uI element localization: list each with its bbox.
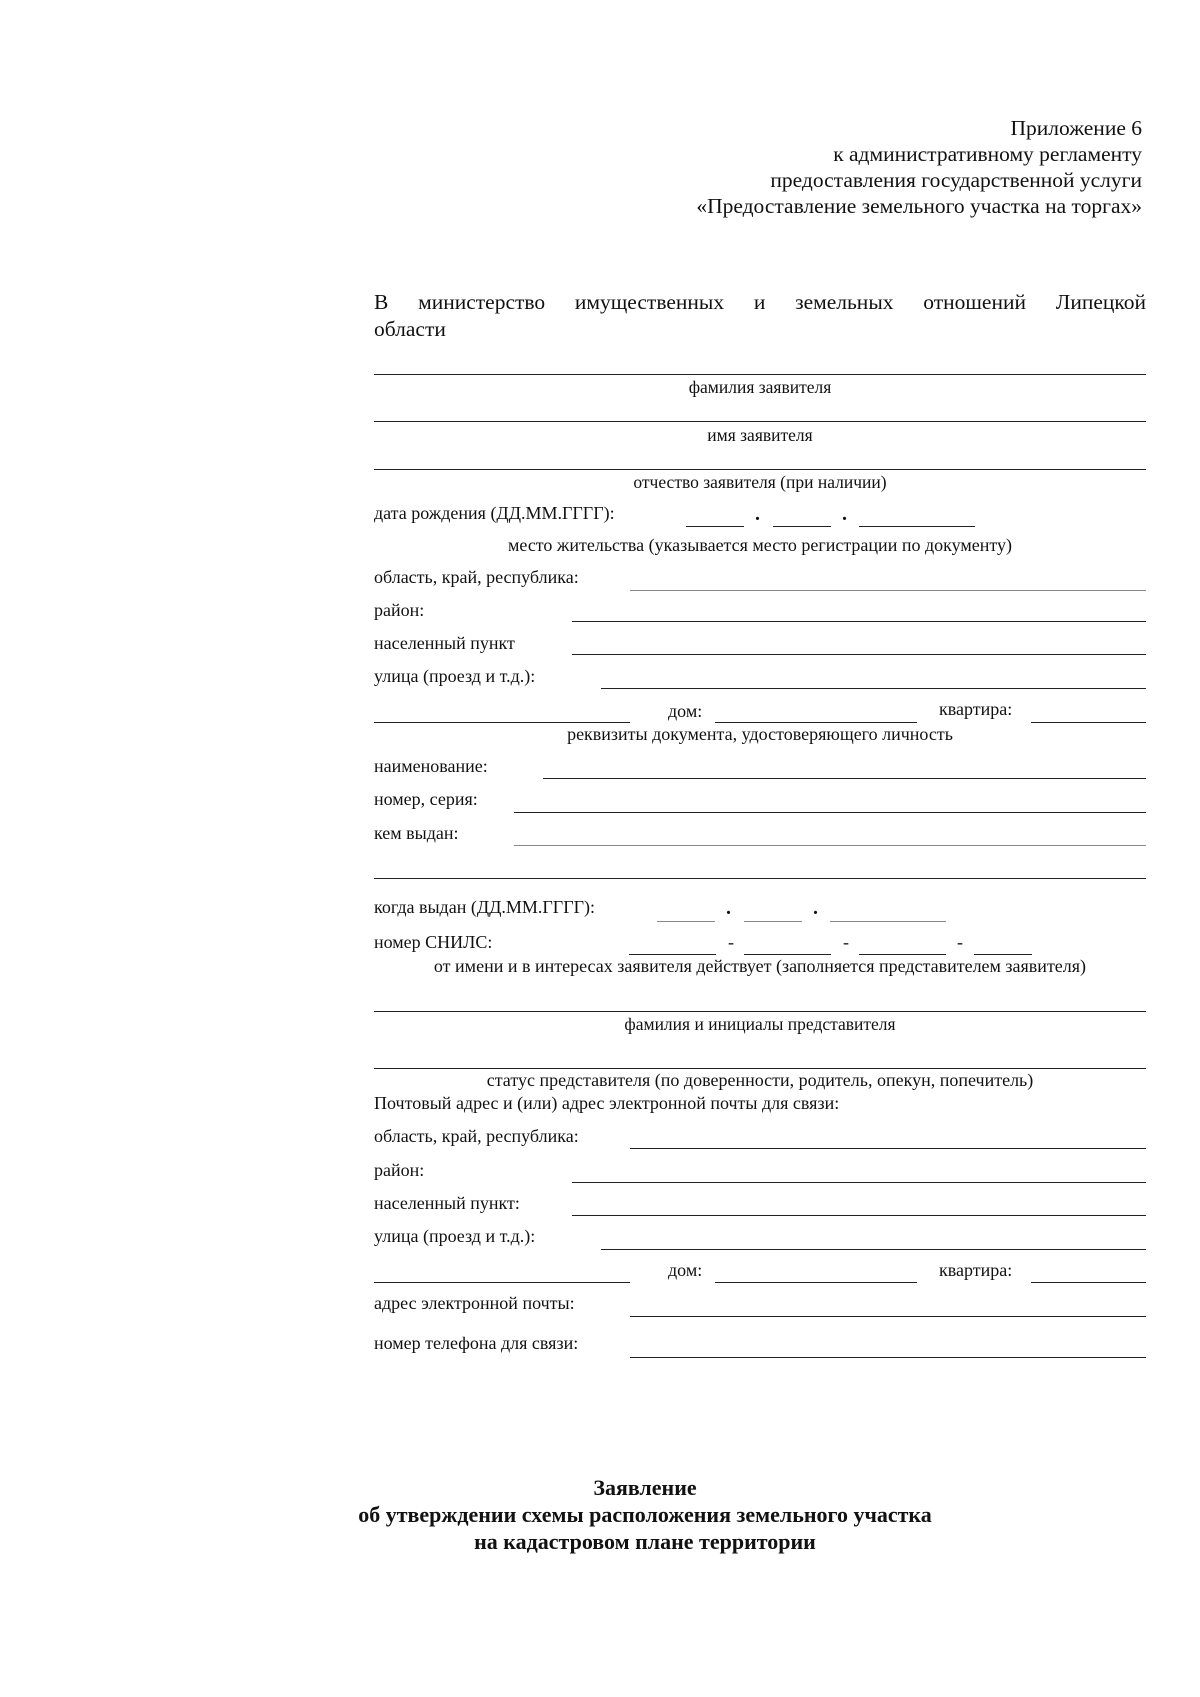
house-label: дом: bbox=[668, 701, 703, 721]
snils-separator: - bbox=[843, 932, 849, 952]
district-label: район: bbox=[374, 600, 425, 620]
contact-apartment-label: квартира: bbox=[939, 1260, 1013, 1280]
residence-caption: место жительства (указывается место регистрации по документу) bbox=[507, 535, 1013, 555]
contact-house-field[interactable] bbox=[715, 1282, 917, 1283]
contact-street-field[interactable] bbox=[601, 1249, 1146, 1250]
document-name-label: наименование: bbox=[374, 756, 488, 776]
contact-heading: Почтовый адрес и (или) адрес электронной почты для связи: bbox=[374, 1093, 840, 1113]
representative-status-caption: статус представителя (по доверенности, родитель, опекун, попечитель) bbox=[486, 1070, 1034, 1090]
document-number-label: номер, серия: bbox=[374, 789, 478, 809]
surname-caption: фамилия заявителя bbox=[688, 377, 832, 397]
phone-label: номер телефона для связи: bbox=[374, 1333, 579, 1353]
issue-date-label: когда выдан (ДД.ММ.ГГГГ): bbox=[374, 897, 596, 917]
appendix-line-3: предоставления государственной услуги bbox=[770, 168, 1142, 192]
issue-month-field[interactable] bbox=[744, 921, 802, 922]
birth-date-separator: . bbox=[755, 503, 760, 525]
snils-separator: - bbox=[957, 932, 963, 952]
representative-status-field[interactable] bbox=[374, 1068, 1146, 1069]
snils-separator: - bbox=[728, 932, 734, 952]
birth-date-label: дата рождения (ДД.ММ.ГГГГ): bbox=[374, 503, 615, 523]
email-field[interactable] bbox=[630, 1316, 1146, 1317]
birth-day-field[interactable] bbox=[686, 526, 744, 527]
region-label: область, край, республика: bbox=[374, 567, 579, 587]
surname-field[interactable] bbox=[374, 374, 1146, 375]
appendix-title: Приложение 6 bbox=[1010, 116, 1142, 140]
email-label: адрес электронной почты: bbox=[374, 1293, 575, 1313]
appendix-line-4: «Предоставление земельного участка на торгах» bbox=[696, 194, 1142, 218]
statement-subtitle-line-2: на кадастровом плане территории bbox=[474, 1529, 816, 1554]
issued-by-label: кем выдан: bbox=[374, 823, 459, 843]
contact-region-label: область, край, республика: bbox=[374, 1126, 579, 1146]
representative-caption: от имени и в интересах заявителя действует (заполняется представителем заявителя) bbox=[433, 956, 1087, 976]
apartment-field[interactable] bbox=[1031, 722, 1146, 723]
issue-day-field[interactable] bbox=[657, 921, 715, 922]
contact-locality-label: населенный пункт: bbox=[374, 1193, 520, 1213]
addressee-line-1: В министерство имущественных и земельных отношений Липецкой bbox=[374, 290, 1146, 314]
contact-region-field[interactable] bbox=[630, 1148, 1146, 1149]
phone-field[interactable] bbox=[630, 1357, 1146, 1358]
contact-street-continuation-field[interactable] bbox=[374, 1282, 630, 1283]
statement-subtitle-line-1: об утверждении схемы расположения земельного участка bbox=[358, 1502, 932, 1527]
name-field[interactable] bbox=[374, 421, 1146, 422]
contact-house-label: дом: bbox=[668, 1260, 703, 1280]
addressee-line-2: области bbox=[374, 317, 446, 341]
representative-name-caption: фамилия и инициалы представителя bbox=[624, 1014, 896, 1034]
street-field[interactable] bbox=[601, 688, 1146, 689]
street-label: улица (проезд и т.д.): bbox=[374, 666, 536, 686]
snils-part-1-field[interactable] bbox=[629, 954, 716, 955]
snils-part-3-field[interactable] bbox=[859, 954, 946, 955]
name-caption: имя заявителя bbox=[707, 425, 813, 445]
birth-date-separator: . bbox=[842, 503, 847, 525]
house-field[interactable] bbox=[715, 722, 917, 723]
district-field[interactable] bbox=[572, 621, 1146, 622]
document-name-field[interactable] bbox=[543, 778, 1146, 779]
patronymic-caption: отчество заявителя (при наличии) bbox=[633, 472, 887, 492]
contact-locality-field[interactable] bbox=[572, 1215, 1146, 1216]
snils-part-2-field[interactable] bbox=[744, 954, 831, 955]
issued-by-field[interactable] bbox=[514, 845, 1146, 846]
appendix-block bbox=[696, 115, 1142, 219]
birth-year-field[interactable] bbox=[859, 526, 975, 527]
street-continuation-field[interactable] bbox=[374, 722, 630, 723]
issued-by-continuation-field[interactable] bbox=[374, 878, 1146, 879]
patronymic-field[interactable] bbox=[374, 469, 1146, 470]
issue-date-separator: . bbox=[726, 897, 731, 919]
issue-year-field[interactable] bbox=[830, 921, 946, 922]
issue-date-separator: . bbox=[813, 897, 818, 919]
birth-month-field[interactable] bbox=[773, 526, 831, 527]
locality-field[interactable] bbox=[572, 654, 1146, 655]
document-number-field[interactable] bbox=[514, 812, 1146, 813]
statement-title: Заявление bbox=[593, 1475, 697, 1500]
appendix-line-2: к административному регламенту bbox=[833, 142, 1142, 166]
apartment-label: квартира: bbox=[939, 699, 1013, 719]
identity-document-caption: реквизиты документа, удостоверяющего личность bbox=[567, 724, 953, 744]
locality-label: населенный пункт bbox=[374, 633, 515, 653]
representative-name-field[interactable] bbox=[374, 1011, 1146, 1012]
contact-street-label: улица (проезд и т.д.): bbox=[374, 1226, 536, 1246]
snils-part-4-field[interactable] bbox=[974, 954, 1032, 955]
contact-apartment-field[interactable] bbox=[1031, 1282, 1146, 1283]
contact-district-label: район: bbox=[374, 1160, 425, 1180]
contact-district-field[interactable] bbox=[572, 1182, 1146, 1183]
snils-label: номер СНИЛС: bbox=[374, 932, 493, 952]
region-field[interactable] bbox=[630, 590, 1146, 591]
